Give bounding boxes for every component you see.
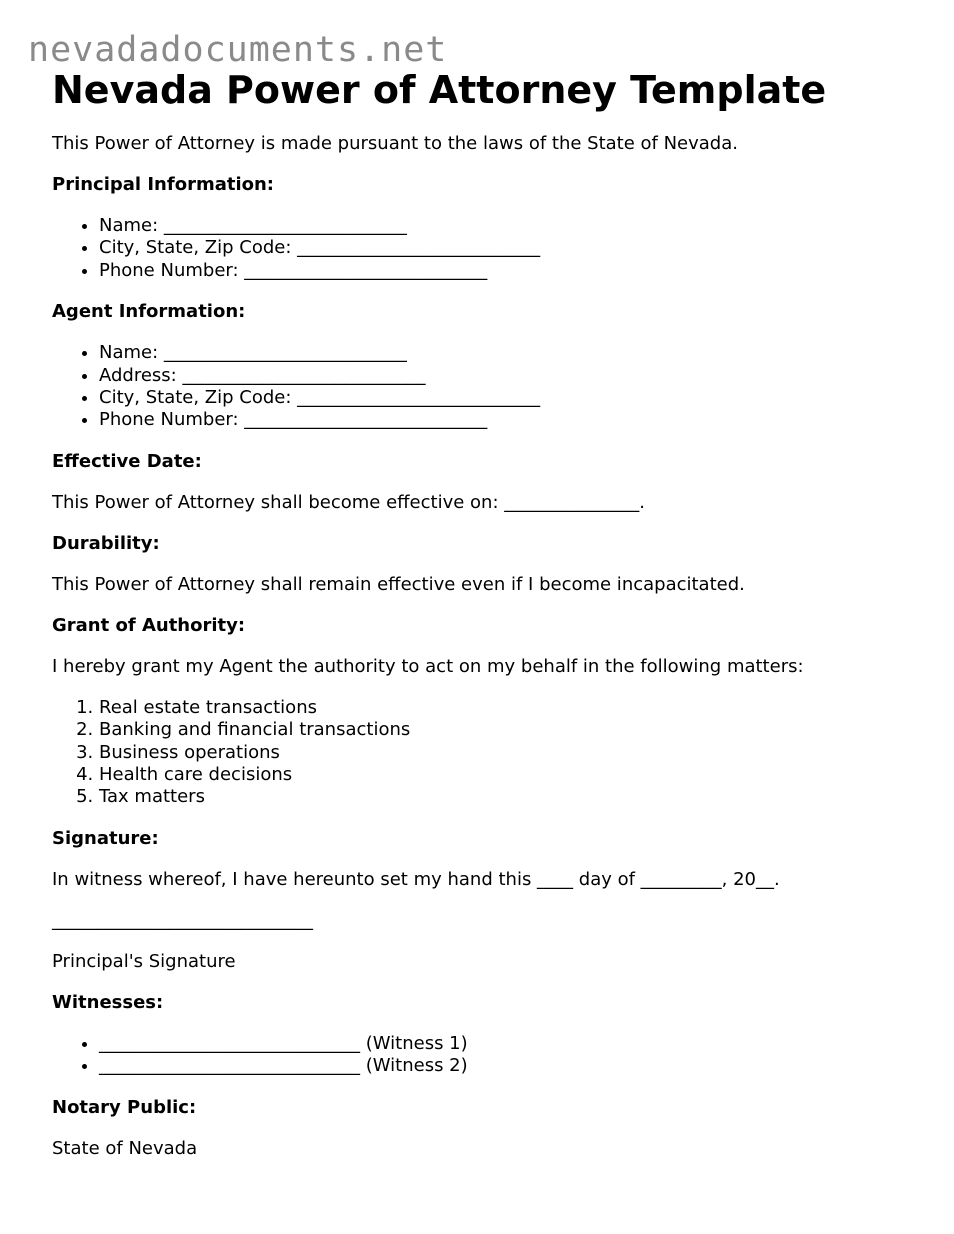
intro-paragraph: This Power of Attorney is made pursuant to the laws of the State of Nevada.: [52, 133, 738, 154]
agent-phone-field: • Phone Number: ___________________________: [99, 409, 932, 431]
principal-heading: Principal Information:: [52, 174, 275, 195]
grant-of-authority-text: I hereby grant my Agent the authority to act on my behalf in the following matters:: [52, 655, 804, 677]
agent-address-field: • Address: ___________________________: [99, 365, 932, 387]
agent-name-field: • Name: ___________________________: [99, 342, 932, 364]
authority-item-tax: 5. Tax matters: [99, 786, 932, 808]
effective-date-heading: Effective Date:: [52, 450, 202, 472]
grant-of-authority-heading: Grant of Authority:: [52, 614, 246, 636]
effective-date-text: This Power of Attorney shall become effective on: _______________.: [52, 491, 645, 513]
witness-list: [52, 1033, 932, 1078]
authority-item-business: 3. Business operations: [99, 742, 932, 764]
agent-field-list: [52, 342, 932, 432]
principal-field-list: [52, 215, 932, 282]
durability-heading: Durability:: [52, 532, 160, 554]
authority-item-real-estate: 1. Real estate transactions: [99, 697, 932, 719]
signature-witness-text: In witness whereof, I have hereunto set my hand this ____ day of _________, 20__.: [52, 868, 780, 890]
witnesses-heading: Witnesses:: [52, 991, 164, 1013]
document-title: Nevada Power of Attorney Template: [52, 68, 827, 112]
authority-item-banking: 2. Banking and financial transactions: [99, 719, 932, 741]
witness-1-line: • _____________________________ (Witness 1): [99, 1033, 932, 1055]
principal-city-state-zip-field: • City, State, Zip Code: ___________________________: [99, 237, 932, 259]
notary-state-text: State of Nevada: [52, 1137, 198, 1159]
agent-heading: Agent Information:: [52, 301, 246, 323]
notary-heading: Notary Public:: [52, 1096, 197, 1118]
principal-signature-line: _____________________________: [52, 909, 313, 931]
witness-2-line: • _____________________________ (Witness 2): [99, 1055, 932, 1077]
agent-city-state-zip-field: • City, State, Zip Code: ___________________________: [99, 387, 932, 409]
authority-matters-list: [52, 697, 932, 809]
principal-signature-label: Principal's Signature: [52, 950, 236, 972]
durability-text: This Power of Attorney shall remain effective even if I become incapacitated.: [52, 573, 745, 595]
signature-heading: Signature:: [52, 827, 159, 849]
principal-name-field: • Name: ___________________________: [99, 215, 932, 237]
document-page: [52, 66, 932, 1179]
principal-phone-field: • Phone Number: ___________________________: [99, 260, 932, 282]
authority-item-health-care: 4. Health care decisions: [99, 764, 932, 786]
site-watermark: nevadadocuments.net: [28, 30, 448, 70]
